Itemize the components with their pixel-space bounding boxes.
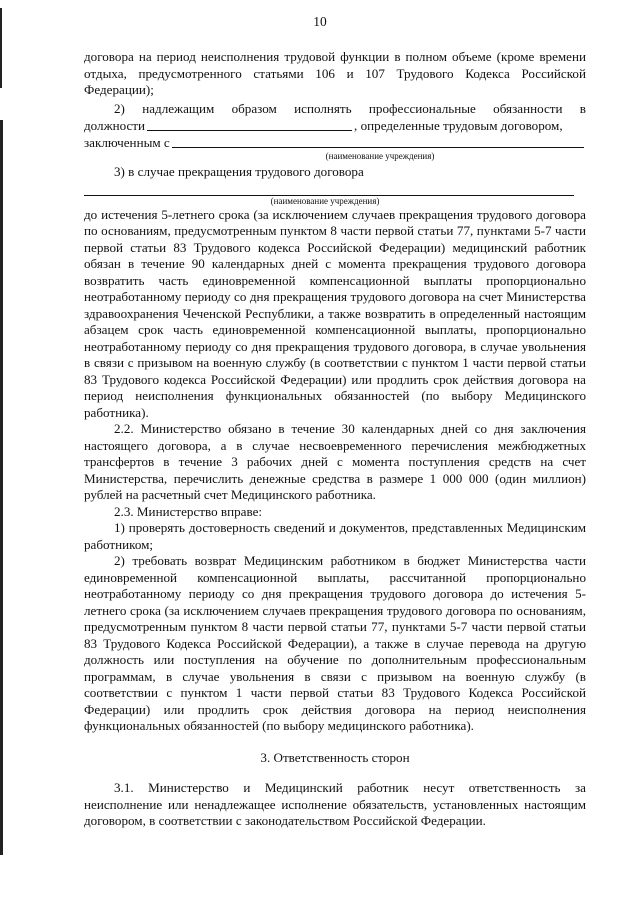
employer-label: заключенным с <box>84 134 170 150</box>
institution-caption: (наименование учреждения) <box>270 195 380 206</box>
position-label: должности <box>84 117 146 133</box>
paragraph-2-2: 2.2. Министерство обязано в течение 30 календарных дней со дня заключения настоящего договора, а в случае несвоевременного перечисления межбюджетных трансфертов в течение 3 рабочих дней с момента поступления средств на счет Министерства, перечислить денежные средства в размере 1 000 000 (один миллион) рублей на расчетный счет Медицинского работника. <box>84 421 586 502</box>
institution-blank <box>84 181 574 196</box>
employer-blank <box>172 134 584 148</box>
paragraph-2-3-1: 1) проверять достоверность сведений и документов, представленных Медицинским работником; <box>84 520 586 552</box>
scan-edge <box>0 120 3 855</box>
paragraph-2-3-2: 2) требовать возврат Медицинским работником в бюджет Министерства части единовременной компенсационной выплаты, рассчитанной пропорционально неотработанному периоду со дня прекращения трудового договора до истечения 5-летнего срока (за исключением случаев прекращения трудового договора по основаниям, предусмотренным пунктом 8 части первой статьи 77, пунктами 5-7 части первой статьи 83 Трудового Кодекса Российской Федерации), а также в случае перевода на другую должность или поступления на обучение по дополнительным профессиональным программам, в случае увольнения в связи с призывом на военную службу (в соответствии с пунктом 1 части первой статьи 83 Трудового Кодекса Российской Федерации) или продлить срок действия договора на период неисполнения функциональных обязанностей (по выбору медицинского работника). <box>84 553 586 733</box>
item-3-line-1: 3) в случае прекращения трудового договора <box>114 164 364 179</box>
section-3-title: 3. Ответственность сторон <box>260 749 410 765</box>
employer-caption: (наименование учреждения) <box>325 151 435 161</box>
item-3-text: до истечения 5-летнего срока (за исключением случаев прекращения трудового договора по основаниям, предусмотренным пунктом 8 части первой статьи 77, пунктами 5-7 части первой статьи 83 Трудового кодекса Российской Федерации) медицинский работник обязан в течение 90 календарных дней с момента прекращения трудового договора возвратить часть единовременной компенсационной выплаты пропорционально неотработанному периоду со дня прекращения трудового договора на счет Министерства здравоохранения Чеченской Республики, а также возвратить в определенный настоящим абзацем срок часть единовременной компенсационной выплаты, пропорционально неотработанному периоду со дня прекращения трудового договора, в случае увольнения в связи с призывом на военную службу (в соответствии с пунктом 1 части первой статьи 83 Трудового кодекса Российской Федерации) или продлить срок действия договора на период неисполнения функциональных обязанностей (по выбору Медицинского работника). <box>84 206 586 420</box>
paragraph-continuation: договора на период неисполнения трудовой функции в полном объеме (кроме времени отдыха, предусмотренного статьями 106 и 107 Трудового Кодекса Российской Федерации); <box>84 49 586 97</box>
paragraph-2-3: 2.3. Министерство вправе: <box>114 503 263 519</box>
position-blank <box>147 117 352 131</box>
item-2-line-1: 2) надлежащим образом исполнять профессиональные обязанности в <box>114 100 586 116</box>
item-2-position-row <box>84 117 586 134</box>
item-2-employer-row <box>84 134 586 151</box>
position-suffix: , определенные трудовым договором, <box>354 117 563 133</box>
page-number: 10 <box>313 14 327 29</box>
paragraph-3-1: 3.1. Министерство и Медицинский работник несут ответственность за неисполнение или ненадлежащее исполнение обязательств, установленных настоящим договором, в соответствии с законодательством Российской Федерации. <box>84 780 586 828</box>
document-page <box>84 0 586 830</box>
